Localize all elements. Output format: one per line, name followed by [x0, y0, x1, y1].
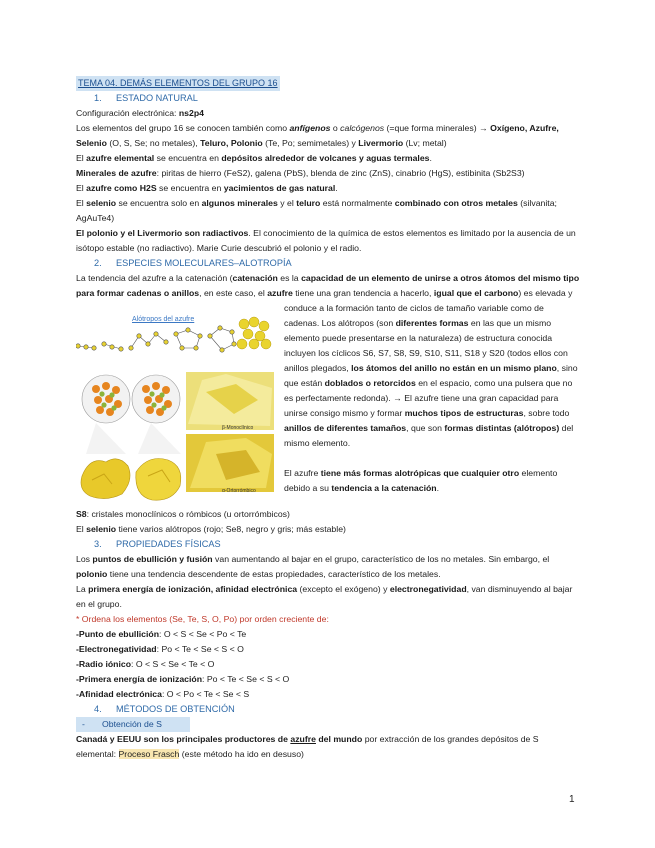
paragraph-selenio: El selenio se encuentra solo en algunos minerales y el teluro está normalmente combinado con otros metales (silvanita; AgAuTe4): [76, 198, 557, 223]
ordering-item: -Afinidad electrónica: O < Po < Te < Se < S: [76, 689, 250, 699]
ordering-exercise: * Ordena los elementos (Se, Te, S, O, Po) por orden creciente de:: [76, 614, 329, 624]
figure-caption-allotropes: Alótropos del azufre: [132, 316, 195, 323]
alotropia-block: [76, 271, 580, 507]
section-heading-estado-natural: 1. ESTADO NATURAL: [94, 93, 198, 103]
page-number: 1: [569, 794, 575, 805]
paragraph-azufre-elemental: El azufre elemental se encuentra en depósitos alrededor de volcanes y aguas termales.: [76, 153, 432, 163]
paragraph-grupo16: Los elementos del grupo 16 se conocen también como anfígenos o calcógenos (=que forma minerales) → Oxígeno, Azufre, Selenio (O, S, Se; no metales), Teluro, Polonio (Te, Po; semimetales) y Livermorio (Lv; metal): [76, 123, 559, 148]
paragraph-frasch: Canadá y EEUU son los principales productores de azufre del mundo por extracción de los grandes depósitos de S elemental: Proceso Frasch (este método ha ido en desuso): [76, 734, 539, 759]
allotropes-illustration: [76, 304, 276, 507]
ordering-item: -Electronegatividad: Po < Te < Se < S < O: [76, 644, 244, 654]
figure-caption-monoclinic: β-Monoclínico: [222, 425, 254, 431]
section-heading-obtencion: 4. MÉTODOS DE OBTENCIÓN: [94, 704, 235, 714]
paragraph-config: Configuración electrónica: ns2p4: [76, 108, 204, 118]
document-body: [76, 76, 580, 762]
ordering-item: -Radio iónico: O < S < Se < Te < O: [76, 659, 215, 669]
paragraph-catenacion: La tendencia del azufre a la catenación (catenación es la capacidad de un elemento de unirse a otros átomos del mismo tipo para formar cadenas o anillos, en este caso, el azufre tiene una gran tendencia a hacerlo, Alótropos del azufre β-Monoclínico α-Ortorrómbico igual que el carbono) es elevada y conduce a la formación tanto de ciclos de tamaño variable como de cadenas. Los alótropos (son diferentes formas en las que un mismo elemento puede presentarse en la naturaleza) de estructura conocida incluyen los cíclicos S6, S7, S8, S9, S10, S11, S18 y S20 (todos ellos con anillos plegados, los átomos del anillo no están en un mismo plano, sino que están doblados o retorcidos en el espacio, como una pulsera que no es perfectamente redonda). → El azufre tiene una gran capacidad para unirse consigo mismo y formar muchos tipos de estructuras, sobre todo anillos de diferentes tamaños, que son formas distintas (alótropos) del mismo elemento.: [76, 271, 580, 451]
document-title: TEMA 04. DEMÁS ELEMENTOS DEL GRUPO 16: [76, 76, 280, 91]
ordering-item: -Primera energía de ionización: Po < Te < Se < S < O: [76, 674, 290, 684]
section-heading-alotropia: 2. ESPECIES MOLECULARES–ALOTROPÍA: [94, 258, 292, 268]
paragraph-mas-formas: El azufre tiene más formas alotrópicas que cualquier otro elemento debido a su tendencia a la catenación.: [284, 468, 558, 493]
ordering-item: -Punto de ebullición: O < S < Se < Po < Te: [76, 629, 247, 639]
section-heading-propiedades: 3. PROPIEDADES FÍSICAS: [94, 539, 221, 549]
allotropes-figure: [76, 304, 276, 507]
paragraph-s8: S8: cristales monoclínicos o rómbicos (u ortorrómbicos): [76, 509, 290, 519]
paragraph-minerales: Minerales de azufre: piritas de hierro (FeS2), galena (PbS), blenda de zinc (ZnS), cinabrio (HgS), estibinita (Sb2S3): [76, 168, 525, 178]
paragraph-h2s: El azufre como H2S se encuentra en yacimientos de gas natural.: [76, 183, 338, 193]
paragraph-polonio: El polonio y el Livermorio son radiactivos. El conocimiento de la química de estos elementos es limitado por la ausencia de un isótopo estable (no radiactivo). Marie Curie descubrió el polonio y el radio.: [76, 228, 576, 253]
subheading-obtencion-s: - Obtención de S: [76, 717, 580, 732]
paragraph-selenio-alotropos: El selenio tiene varios alótropos (rojo; Se8, negro y gris; más estable): [76, 524, 346, 534]
paragraph-ebullicion: Los puntos de ebullición y fusión van aumentando al bajar en el grupo, característico de los no metales. Sin embargo, el polonio tiene una tendencia descendente de estas propiedades, característico de los metales.: [76, 554, 550, 579]
figure-caption-orthorhombic: α-Ortorrómbico: [222, 488, 256, 494]
paragraph-energia: La primera energía de ionización, afinidad electrónica (excepto el exógeno) y electronegatividad, van disminuyendo al bajar en el grupo.: [76, 584, 573, 609]
